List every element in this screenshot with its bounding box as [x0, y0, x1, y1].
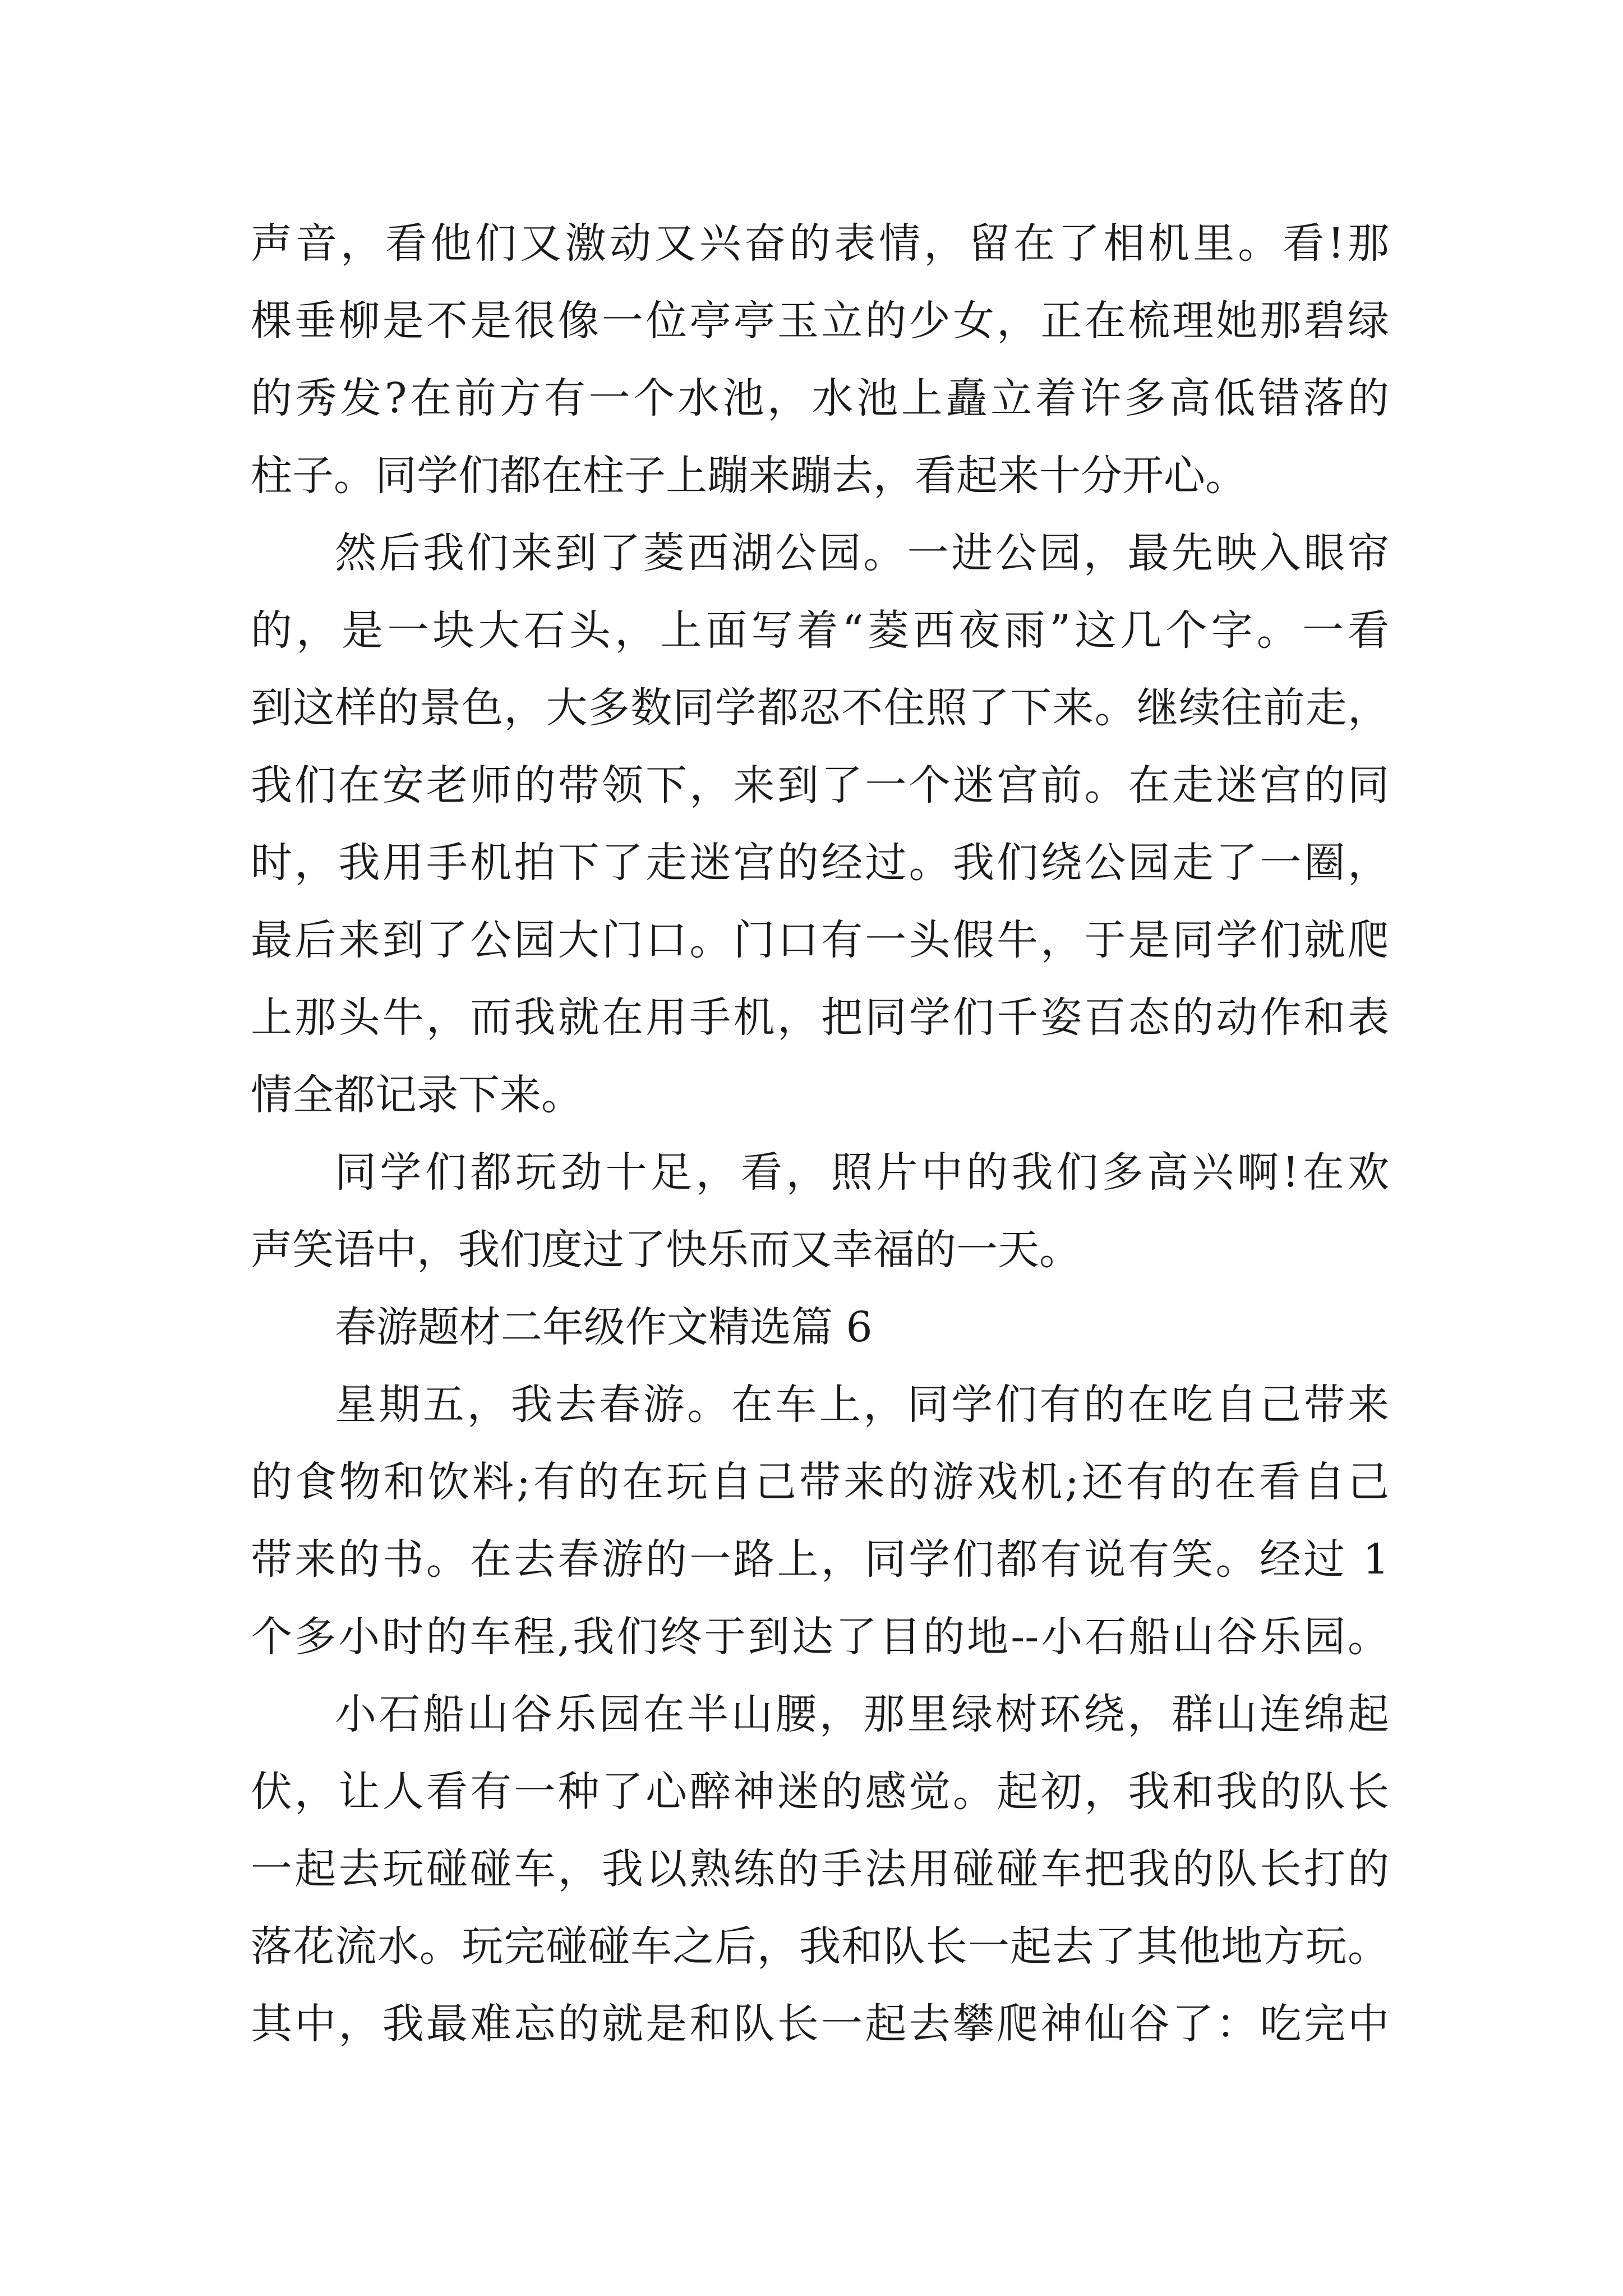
text-line: 柱子。同学们都在柱子上蹦来蹦去，看起来十分开心。 — [251, 452, 1247, 500]
text-line: 最后来到了公园大门口。门口有一头假牛，于是同学们就爬 — [251, 916, 1389, 964]
text-line: 落花流水。玩完碰碰车之后，我和队长一起去了其他地方玩。 — [251, 1922, 1389, 1971]
text-line: 棵垂柳是不是很像一位亭亭玉立的少女，正在梳理她那碧绿 — [251, 297, 1389, 345]
text-line: 其中，我最难忘的就是和队长一起去攀爬神仙谷了：吃完中 — [251, 2000, 1389, 2048]
text-line: 声笑语中，我们度过了快乐而又幸福的一天。 — [251, 1226, 1081, 1274]
text-line: 上那头牛，而我就在用手机，把同学们千姿百态的动作和表 — [251, 993, 1389, 1042]
text-line: 情全都记录下来。 — [251, 1071, 583, 1119]
document-body — [251, 205, 1389, 2063]
text-line: 一起去玩碰碰车，我以熟练的手法用碰碰车把我的队长打的 — [251, 1845, 1389, 1893]
paragraph — [251, 514, 1389, 1134]
text-line: 然后我们来到了菱西湖公园。一进公园，最先映入眼帘 — [335, 529, 1389, 577]
text-line: 声音，看他们又激动又兴奋的表情，留在了相机里。看!那 — [251, 219, 1389, 268]
paragraph — [251, 1676, 1389, 2063]
paragraph — [251, 205, 1389, 514]
section-heading-block — [251, 1289, 1389, 1366]
text-line: 时，我用手机拍下了走迷宫的经过。我们绕公园走了一圈， — [251, 839, 1389, 887]
paragraph — [251, 1366, 1389, 1676]
text-line: 的食物和饮料;有的在玩自己带来的游戏机;还有的在看自己 — [251, 1458, 1389, 1506]
text-line: 伏，让人看有一种了心醉神迷的感觉。起初，我和我的队长 — [251, 1768, 1389, 1816]
text-line: 的，是一块大石头，上面写着“菱西夜雨”这几个字。一看 — [251, 606, 1389, 655]
text-line: 带来的书。在去春游的一路上，同学们都有说有笑。经过 1 — [251, 1535, 1389, 1584]
text-line: 星期五，我去春游。在车上，同学们有的在吃自己带来 — [335, 1381, 1389, 1429]
text-line: 到这样的景色，大多数同学都忍不住照了下来。继续往前走， — [251, 684, 1389, 732]
text-line: 小石船山谷乐园在半山腰，那里绿树环绕，群山连绵起 — [335, 1690, 1389, 1738]
paragraph — [251, 1134, 1389, 1289]
text-line: 我们在安老师的带领下，来到了一个迷宫前。在走迷宫的同 — [251, 761, 1389, 809]
text-line: 的秀发?在前方有一个水池，水池上矗立着许多高低错落的 — [251, 374, 1389, 422]
text-line: 个多小时的车程,我们终于到达了目的地--小石船山谷乐园。 — [251, 1613, 1389, 1661]
text-line: 同学们都玩劲十足，看，照片中的我们多高兴啊!在欢 — [335, 1148, 1389, 1197]
section-heading: 春游题材二年级作文精选篇 6 — [335, 1303, 873, 1351]
